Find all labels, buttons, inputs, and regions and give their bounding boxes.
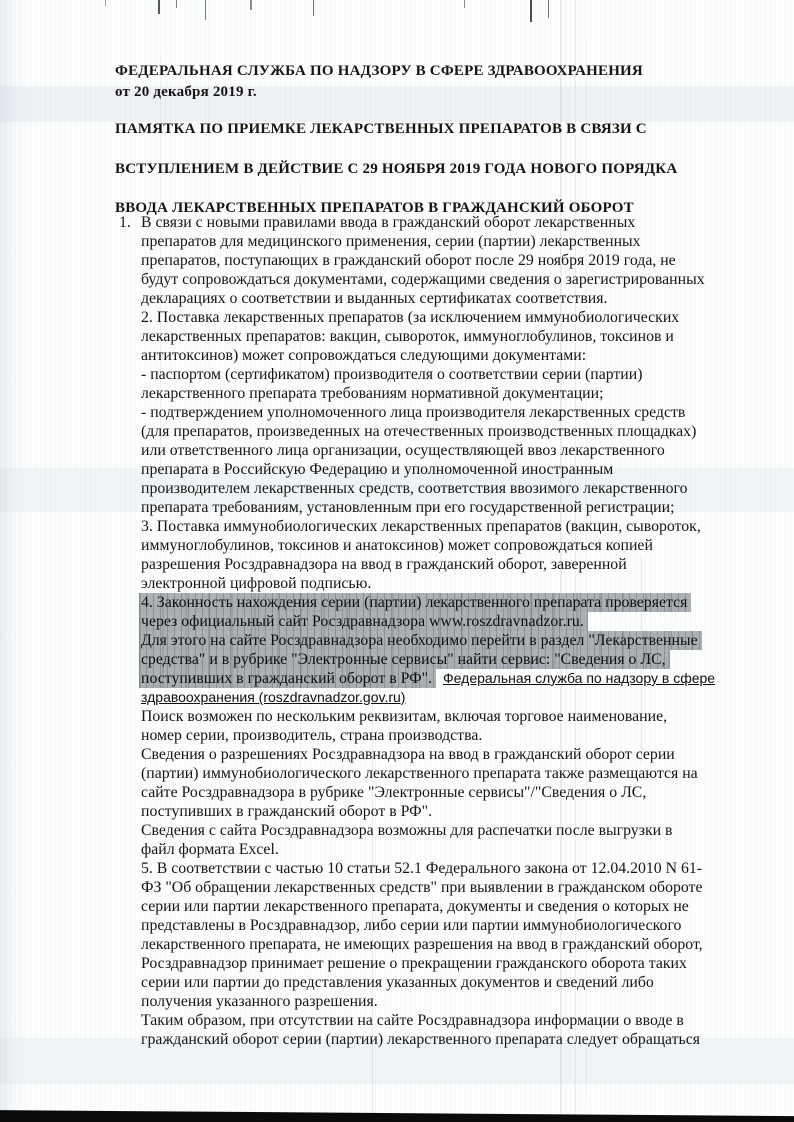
text-line [141, 669, 715, 688]
body-line-text: препаратов, поступающих в гражданский оборот после 29 ноября 2019 года, не [141, 252, 676, 269]
doc-title-line: ПАМЯТКА ПО ПРИЕМКЕ ЛЕКАРСТВЕННЫХ ПРЕПАРАТОВ В СВЯЗИ С [115, 121, 647, 137]
body-line-text: сайте Росздравнадзора в рубрике "Электронные сервисы"/"Сведения о ЛС, [141, 784, 647, 801]
body-line-text: Сведения с сайта Росздравнадзора возможны для распечатки после выгрузки в [141, 822, 673, 839]
text-line [141, 973, 715, 992]
text-line [141, 593, 715, 612]
doc-header-org: ФЕДЕРАЛЬНАЯ СЛУЖБА ПО НАДЗОРУ В СФЕРЕ ЗДРАВООХРАНЕНИЯ [115, 63, 643, 79]
text-line [141, 916, 715, 935]
body-line-text: 5. В соответствии с частью 10 статьи 52.1 Федерального закона от 12.04.2010 N 61- [141, 860, 703, 877]
doc-title [115, 110, 677, 229]
body-line-text: электронной цифровой подписью. [141, 575, 372, 592]
scan-tick-artifact [158, 0, 160, 14]
body-line-text: (партии) иммунобиологического лекарственного препарата также размещаются на [141, 765, 698, 782]
body-line-text: серии или партии до представления указанных документов и сведений либо [141, 974, 654, 991]
text-line [141, 289, 715, 308]
text-line [141, 346, 715, 365]
text-line [141, 612, 715, 631]
highlighted-text: поступивших в гражданский оборот в РФ". [139, 669, 436, 688]
text-line [141, 574, 715, 593]
body-line-text: гражданский оборот серии (партии) лекарственного препарата следует обращаться [141, 1031, 700, 1048]
text-line [141, 821, 715, 840]
list-marker: 1. [119, 214, 131, 231]
body-line-text: лекарственного препарата требованиям нормативной документации; [141, 385, 604, 402]
highlighted-text: средства" и в рубрике "Электронные сервисы" найти сервис: "Сведения о ЛС, [139, 650, 670, 669]
body-line-text: препарата в Российскую Федерацию и уполномоченной иностранным [141, 461, 614, 478]
body-line-text: лекарственных препаратов: вакцин, сывороток, иммуноглобулинов, токсинов и [141, 328, 674, 345]
text-line [141, 479, 715, 498]
body-line-text: антитоксинов) может сопровождаться следующими документами: [141, 347, 587, 364]
body-line-text: препарата требованиям, установленным при его государственной регистрации; [141, 499, 675, 516]
body-line-text: файл формата Excel. [141, 841, 279, 858]
text-line [141, 859, 715, 878]
body-line-text: производителем лекарственных средств, соответствия ввозимого лекарственного [141, 480, 688, 497]
text-line [141, 460, 715, 479]
text-line [141, 422, 715, 441]
highlighted-text: 4. Законность нахождения серии (партии) лекарственного препарата проверяется [139, 593, 691, 612]
text-line [141, 498, 715, 517]
body-line-text: - паспортом (сертификатом) производителя о соответствии серии (партии) [141, 366, 643, 383]
text-line [141, 992, 715, 1011]
body-text [119, 213, 716, 1049]
body-line-text: - подтверждением уполномоченного лица производителя лекарственных средств [141, 404, 686, 421]
scan-tick-artifact [548, 0, 549, 18]
scan-tick-artifact [176, 0, 177, 8]
text-line [141, 1030, 715, 1049]
scan-tick-artifact [464, 0, 465, 8]
body-line-text: лекарственного препарата, не имеющих разрешения на ввод в гражданский оборот, [141, 936, 703, 953]
roszdravnadzor-link[interactable]: Федеральная служба по надзору в сфере [443, 670, 716, 686]
text-line [141, 308, 715, 327]
text-line [141, 232, 715, 251]
doc-header-date: от 20 декабря 2019 г. [115, 84, 257, 100]
text-line [141, 365, 715, 384]
body-line-text: ФЗ "Об обращении лекарственных средств" при выявлении в гражданском обороте [141, 879, 703, 896]
text-line [141, 802, 715, 821]
scan-tick-artifact [205, 0, 206, 20]
body-line-text: разрешения Росздравнадзора на ввод в гражданский оборот, заверенной [141, 556, 627, 573]
scan-tick-artifact [530, 0, 532, 22]
body-line-text: Таким образом, при отсутствии на сайте Росздравнадзора информации о вводе в [141, 1012, 684, 1029]
body-line-text: представлены в Росздравнадзор, либо серии или партии иммунобиологического [141, 917, 682, 934]
text-line [141, 840, 715, 859]
body-line-text: 3. Поставка иммунобиологических лекарственных препаратов (вакцин, сывороток, [141, 518, 701, 535]
highlighted-text: через официальный сайт Росздравнадзора www.roszdravnadzor.ru. [139, 612, 588, 631]
doc-header [115, 61, 643, 103]
text-line [141, 631, 715, 650]
text-line [141, 935, 715, 954]
text-line [141, 745, 715, 764]
body-line-text: или ответственного лица организации, осуществляющей ввоз лекарственного [141, 442, 665, 459]
scan-tick-artifact [313, 0, 314, 16]
text-line [141, 650, 715, 669]
text-line [141, 1011, 715, 1030]
body-line-text: Поиск возможен по нескольким реквизитам, включая торговое наименование, [141, 708, 668, 725]
doc-title-line: ВСТУПЛЕНИЕМ В ДЕЙСТВИЕ С 29 НОЯБРЯ 2019 ГОДА НОВОГО ПОРЯДКА [115, 160, 678, 177]
text-line [141, 726, 715, 745]
body-line-text: серии или партии лекарственного препарата, документы и сведения о которых не [141, 898, 689, 915]
text-line [141, 878, 715, 897]
body-line-text: 2. Поставка лекарственных препаратов (за исключением иммунобиологических [141, 309, 680, 326]
text-line [141, 783, 715, 802]
roszdravnadzor-link[interactable]: здравоохранения (roszdravnadzor.gov.ru) [141, 689, 406, 705]
body-line-text: Росздравнадзор принимает решение о прекращении гражданского оборота таких [141, 955, 687, 972]
body-line-text: декларациях о соответствии и выданных сертификатах соответствия. [141, 290, 608, 307]
text-line [119, 213, 715, 232]
text-line [141, 251, 715, 270]
body-line-text: будут сопровождаться документами, содержащими сведения о зарегистрированных [141, 271, 705, 288]
bottom-scan-edge [0, 1108, 794, 1122]
text-line [141, 897, 715, 916]
scan-tick-artifact [250, 0, 252, 10]
text-line [141, 441, 715, 460]
text-line [141, 536, 715, 555]
body-line-text: Сведения о разрешениях Росздравнадзора на ввод в гражданский оборот серии [141, 746, 675, 763]
body-line-text: препаратов для медицинского применения, серии (партии) лекарственных [141, 233, 641, 250]
text-line [141, 270, 715, 289]
text-line [141, 707, 715, 726]
body-line-text: получения указанного разрешения. [141, 993, 378, 1010]
body-line-text: (для препаратов, произведенных на отечественных производственных площадках) [141, 423, 697, 440]
body-line-text: номер серии, производитель, страна производства. [141, 727, 483, 744]
text-line [141, 954, 715, 973]
text-line [141, 555, 715, 574]
body-line-text: В связи с новыми правилами ввода в гражданский оборот лекарственных [141, 214, 636, 231]
text-line [141, 327, 715, 346]
text-line [141, 688, 715, 707]
text-line [141, 764, 715, 783]
highlighted-text: Для этого на сайте Росздравнадзора необходимо перейти в раздел "Лекарственные [139, 631, 702, 650]
doc-title-line: ВВОДА ЛЕКАРСТВЕННЫХ ПРЕПАРАТОВ В ГРАЖДАНСКИЙ ОБОРОТ [115, 200, 634, 216]
body-line-text: поступивших в гражданский оборот в РФ". [141, 803, 433, 820]
text-line [141, 403, 715, 422]
body-line-text: иммуноглобулинов, токсинов и анатоксинов) может сопровождаться копией [141, 537, 653, 554]
text-line [141, 517, 715, 536]
text-line [141, 384, 715, 403]
scan-tick-artifact [105, 0, 106, 6]
